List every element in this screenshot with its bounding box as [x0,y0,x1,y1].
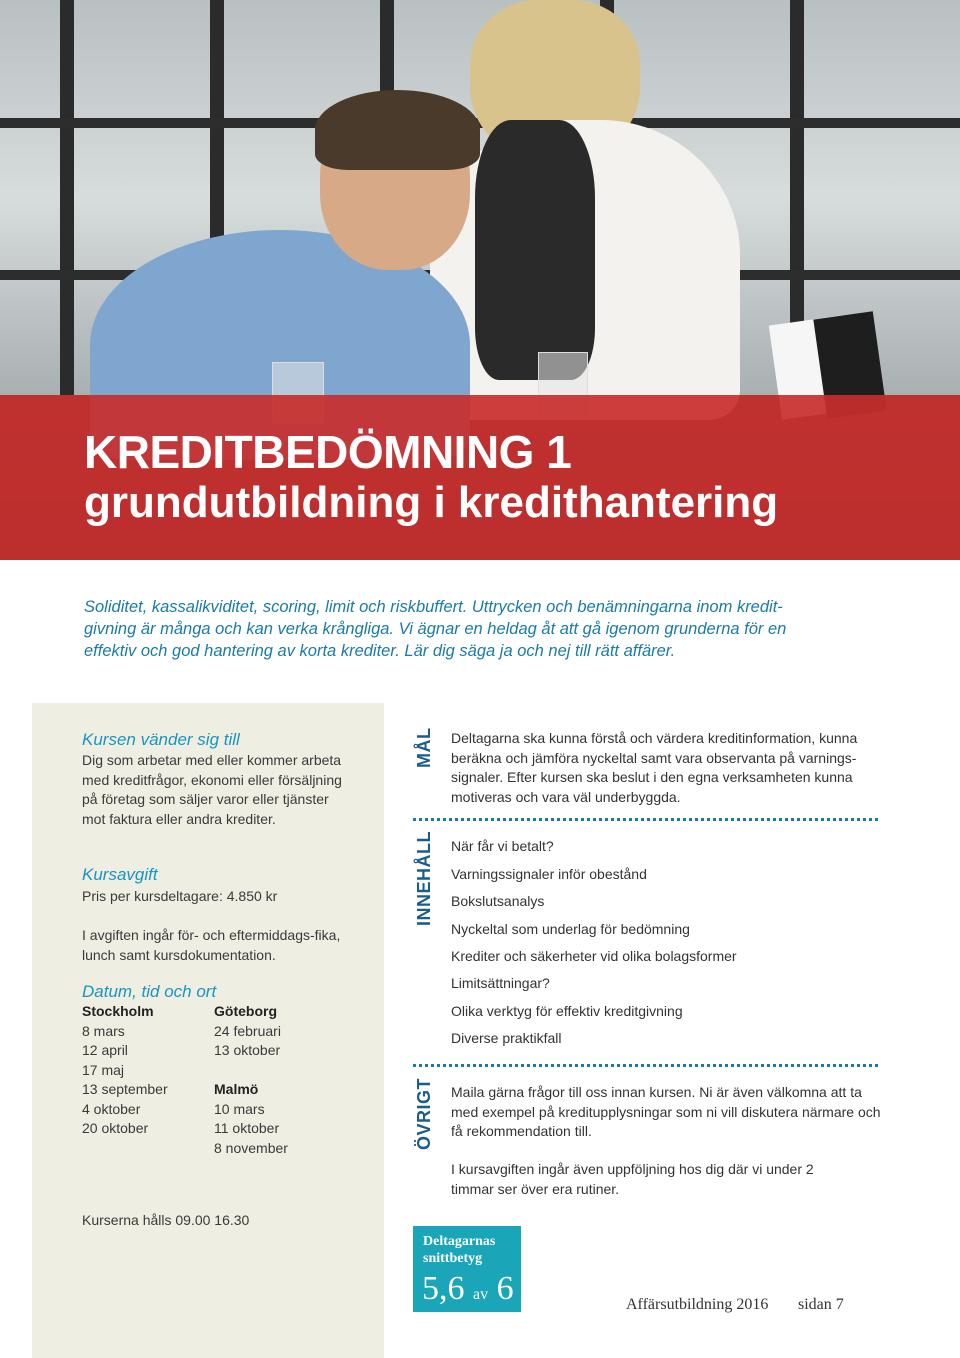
rating-value: 5,6 [422,1270,465,1307]
rating-box [413,1226,521,1312]
city-malmo: Malmö [214,1081,259,1097]
date-item: 4 oktober [82,1100,141,1117]
rating-label: Deltagarnas snittbetyg [423,1234,496,1266]
footer-page-number: sidan 7 [798,1296,844,1313]
section-divider [413,1064,878,1067]
window-frame [60,0,74,395]
section-label-ovrigt: ÖVRIGT [414,1077,434,1150]
man-hair [315,90,480,170]
date-item: 12 april [82,1042,128,1058]
ovrigt-followup-text: I kursavgiften ingår även uppföljning hos dig där vi under 2 timmar ser över era rutiner. [451,1161,814,1197]
date-item: 20 oktober [82,1120,149,1136]
content-item: Limitsättningar? [451,975,550,991]
footer-publication: Affärsutbildning 2016 [626,1296,769,1313]
date-item: 8 november [214,1139,288,1156]
intro-text: Soliditet, kassalikviditet, scoring, limit och riskbuffert. Uttrycken och benämningarna inom kredit-givning är många och kan verka krångliga. Vi ägnar en heldag åt att gå igenom grunderna för en effektiv och god hantering av korta krediter. Lär dig säga ja och nej till rätt affärer. [84,598,787,660]
fee-price: Pris per kursdeltagare: 4.850 kr [82,888,278,904]
date-item: 24 februari [214,1022,281,1039]
city-stockholm: Stockholm [82,1003,154,1019]
date-item: 13 oktober [214,1042,281,1058]
content-item: Bokslutsanalys [451,893,545,909]
ovrigt-text: Maila gärna frågor till oss innan kursen. Ni är även välkomna att ta med exempel på kreditupplysningar som ni vill diskutera närmare och få rekommendation till. [451,1084,881,1139]
fee-heading: Kursavgift [82,865,158,884]
date-item: 11 oktober [214,1120,280,1136]
mal-text: Deltagarna ska kunna förstå och värdera kreditinformation, kunna beräkna och jämföra nyckeltal samt vara observanta på varnings-signaler. Efter kursen ska beslut i den egna verksamheten kunna motiveras och vara väl underbyggda. [451,730,858,805]
dates-heading: Datum, tid och ort [82,982,217,1001]
content-item: När får vi betalt? [451,838,554,854]
date-item: 10 mars [214,1100,265,1117]
section-label-innehall: INNEHÅLL [414,831,434,926]
goteborg-malmo-column [214,1002,288,1158]
city-goteborg: Göteborg [214,1003,277,1019]
date-item: 13 september [82,1081,168,1097]
content-item: Diverse praktikfall [451,1030,562,1046]
content-item: Olika verktyg för effektiv kreditgivning [451,1003,683,1019]
fee-includes: I avgiften ingår för- och eftermiddags-fika, lunch samt kursdokumentation. [82,927,341,963]
section-divider [413,818,878,821]
page-subtitle: grundutbildning i kredithantering [84,478,779,527]
page-title: KREDITBEDÖMNING 1 [84,426,572,478]
content-item: Nyckeltal som underlag för bedömning [451,921,690,937]
rating-av: av [473,1286,489,1303]
course-hours: Kurserna hålls 09.00 16.30 [82,1212,250,1228]
date-item: 8 mars [82,1022,125,1039]
rating-max: 6 [496,1270,514,1307]
date-item: 17 maj [82,1061,125,1078]
audience-text: Dig som arbetar med eller kommer arbeta med kreditfrågor, ekonomi eller försäljning på företag som säljer varor eller tjänster mot faktura eller andra krediter. [82,752,342,827]
content-item: Krediter och säkerheter vid olika bolagsformer [451,948,737,964]
content-item: Varningssignaler inför obestånd [451,866,647,882]
stockholm-column [82,1002,168,1139]
rating-score [422,1270,514,1308]
section-label-mal: MÅL [414,727,434,768]
audience-heading: Kursen vänder sig till [82,730,240,749]
scarf [475,120,595,380]
